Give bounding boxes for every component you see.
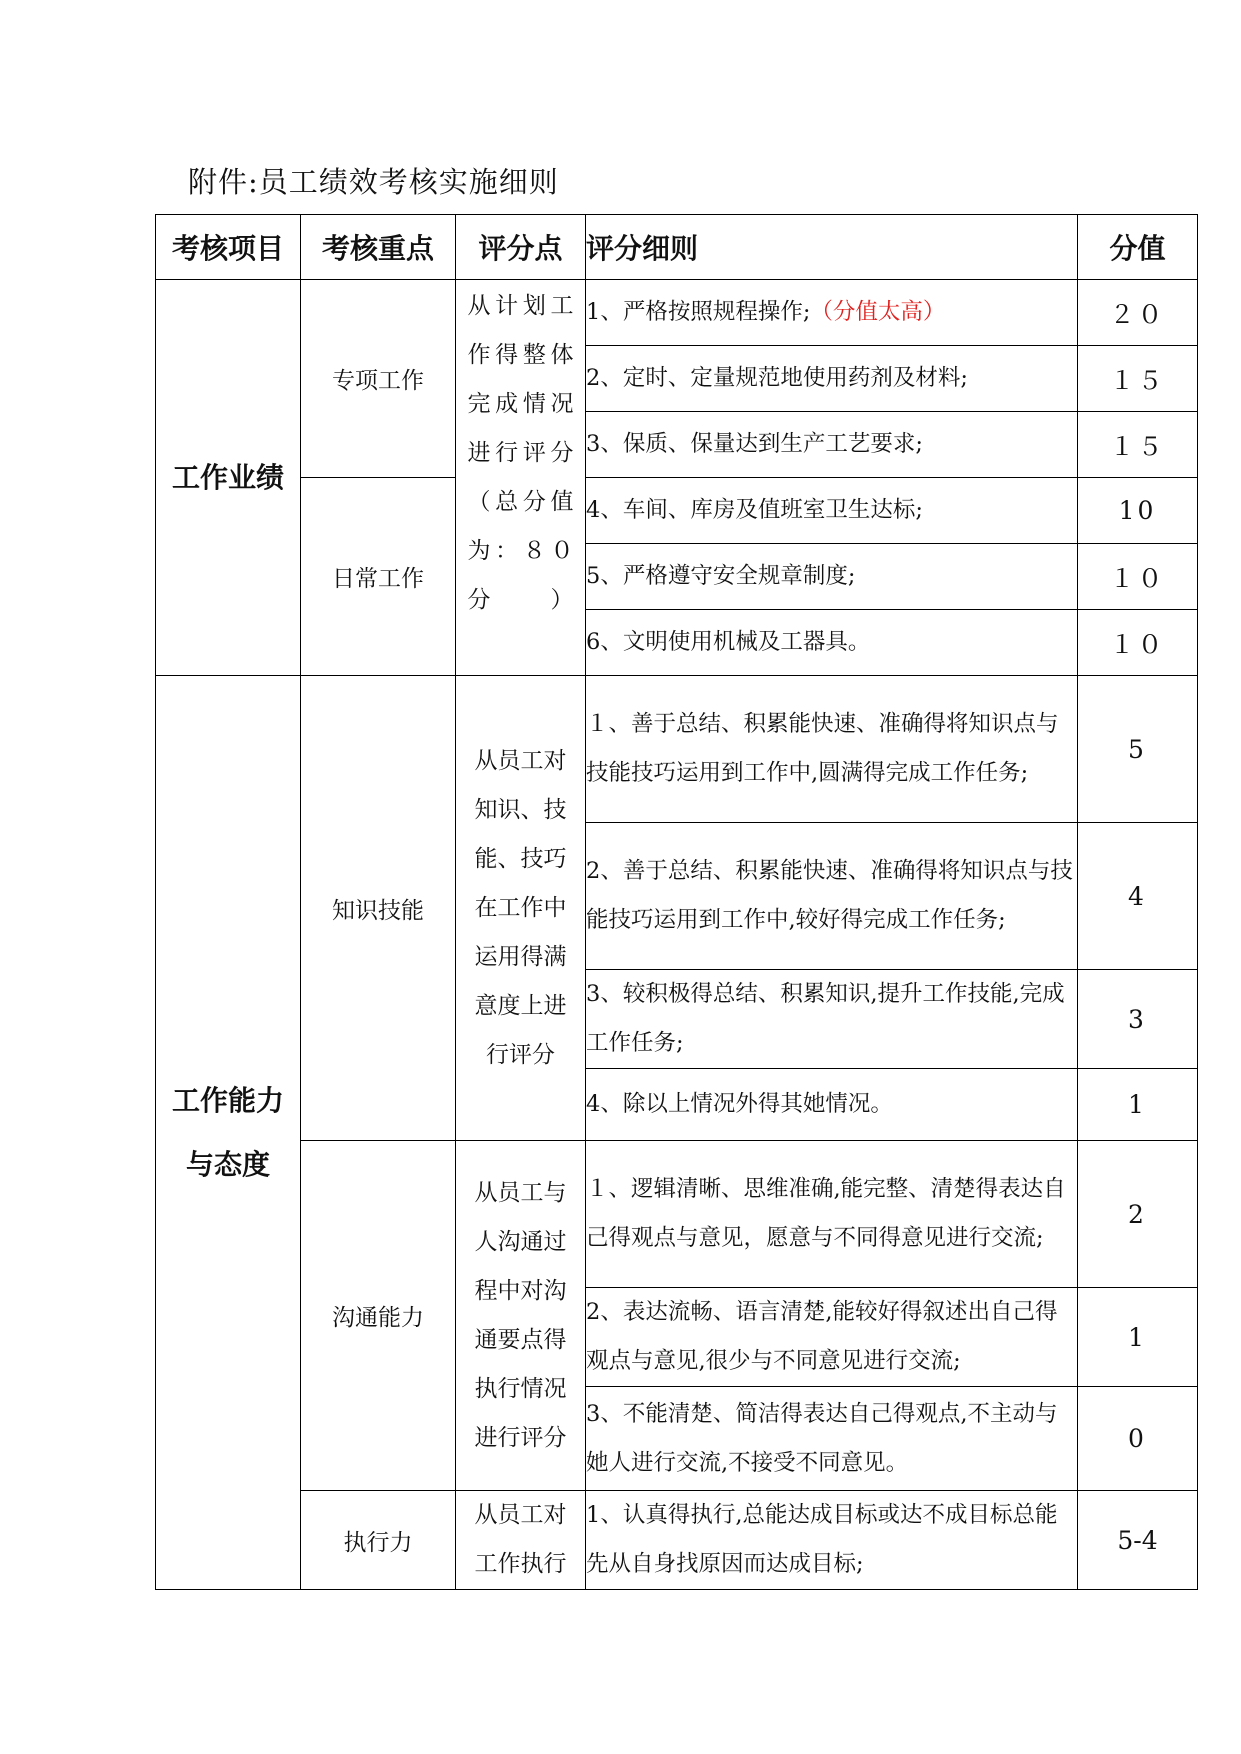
point-line: 在工作中 — [474, 894, 567, 921]
table-row — [156, 478, 1198, 544]
point-line: 从员工对 — [474, 747, 567, 774]
assessment-table — [155, 214, 1198, 1590]
point-line: 从员工对 — [474, 1502, 567, 1528]
detail-cell: １、逻辑清晰、思维准确,能完整、清楚得表达自己得观点与意见，愿意与不同得意见进行交流; — [586, 1141, 1078, 1288]
point-line: 从计划工 — [467, 293, 574, 319]
score-cell: 5 — [1078, 676, 1198, 823]
point-line: 行评分 — [486, 1041, 555, 1068]
point-line: 作得整体 — [467, 342, 574, 368]
annotation-note: （分值太高） — [810, 299, 946, 325]
focus-special-work: 专项工作 — [301, 280, 456, 478]
score-cell: １５ — [1078, 346, 1198, 412]
point-line: 进行评分 — [467, 440, 574, 466]
point-line: 人沟通过 — [474, 1228, 567, 1255]
detail-cell — [586, 280, 1078, 346]
detail-text: 1、严格按照规程操作; — [586, 299, 811, 325]
table-row — [156, 280, 1198, 346]
point-line: 进行评分 — [474, 1424, 567, 1451]
focus-communication: 沟通能力 — [301, 1141, 456, 1491]
score-cell: 10 — [1078, 478, 1198, 544]
detail-cell: 5、严格遵守安全规章制度; — [586, 544, 1078, 610]
header-focus: 考核重点 — [301, 215, 456, 280]
header-detail: 评分细则 — [586, 215, 1078, 280]
detail-cell: 2、善于总结、积累能快速、准确得将知识点与技能技巧运用到工作中,较好得完成工作任务; — [586, 823, 1078, 970]
category-line: 工作能力 — [171, 1083, 284, 1117]
score-cell: １０ — [1078, 544, 1198, 610]
category-performance: 工作业绩 — [156, 280, 301, 676]
point-line: 运用得满 — [474, 943, 567, 970]
score-cell: ２０ — [1078, 280, 1198, 346]
header-score: 分值 — [1078, 215, 1198, 280]
category-ability-attitude — [156, 676, 301, 1590]
table-row — [156, 676, 1198, 823]
point-line: 通要点得 — [474, 1326, 567, 1353]
detail-cell: 1、认真得执行,总能达成目标或达不成目标总能先从自身找原因而达成目标; — [586, 1491, 1078, 1590]
point-line: 程中对沟 — [474, 1277, 567, 1304]
point-line: 能、技巧 — [474, 845, 567, 872]
detail-cell: 3、不能清楚、简洁得表达自己得观点,不主动与她人进行交流,不接受不同意见。 — [586, 1387, 1078, 1491]
score-cell: １５ — [1078, 412, 1198, 478]
header-point: 评分点 — [456, 215, 586, 280]
score-cell: １０ — [1078, 610, 1198, 676]
point-line: 知识、技 — [474, 796, 567, 823]
point-line: 工作执行 — [474, 1551, 567, 1577]
table-row — [156, 1141, 1198, 1288]
point-line: （总分值 — [467, 489, 574, 515]
detail-cell: 3、保质、保量达到生产工艺要求; — [586, 412, 1078, 478]
detail-cell: 4、车间、库房及值班室卫生达标; — [586, 478, 1078, 544]
point-line: 为：８０分） — [467, 538, 574, 613]
scoring-point-communication — [456, 1141, 586, 1491]
score-cell: 1 — [1078, 1288, 1198, 1387]
score-cell: 0 — [1078, 1387, 1198, 1491]
page-title: 附件:员工绩效考核实施细则 — [188, 165, 559, 199]
point-line: 完成情况 — [467, 391, 574, 417]
detail-cell: 3、较积极得总结、积累知识,提升工作技能,完成工作任务; — [586, 970, 1078, 1069]
detail-cell: 6、文明使用机械及工器具。 — [586, 610, 1078, 676]
point-line: 从员工与 — [474, 1179, 567, 1206]
detail-cell: 2、定时、定量规范地使用药剂及材料; — [586, 346, 1078, 412]
detail-cell: 4、除以上情况外得其她情况。 — [586, 1069, 1078, 1141]
detail-cell: 2、表达流畅、语言清楚,能较好得叙述出自己得观点与意见,很少与不同意见进行交流; — [586, 1288, 1078, 1387]
table-header-row — [156, 215, 1198, 280]
point-line: 意度上进 — [474, 992, 567, 1019]
focus-daily-work: 日常工作 — [301, 478, 456, 676]
table-row — [156, 1491, 1198, 1590]
scoring-point-performance — [456, 280, 586, 676]
category-line: 与态度 — [185, 1147, 270, 1181]
header-item: 考核项目 — [156, 215, 301, 280]
score-cell: 5-4 — [1078, 1491, 1198, 1590]
focus-execution: 执行力 — [301, 1491, 456, 1590]
point-line: 执行情况 — [474, 1375, 567, 1402]
score-cell: 4 — [1078, 823, 1198, 970]
scoring-point-execution — [456, 1491, 586, 1590]
detail-cell: １、善于总结、积累能快速、准确得将知识点与技能技巧运用到工作中,圆满得完成工作任务; — [586, 676, 1078, 823]
score-cell: 1 — [1078, 1069, 1198, 1141]
focus-knowledge-skills: 知识技能 — [301, 676, 456, 1141]
scoring-point-knowledge — [456, 676, 586, 1141]
score-cell: 2 — [1078, 1141, 1198, 1288]
score-cell: 3 — [1078, 970, 1198, 1069]
